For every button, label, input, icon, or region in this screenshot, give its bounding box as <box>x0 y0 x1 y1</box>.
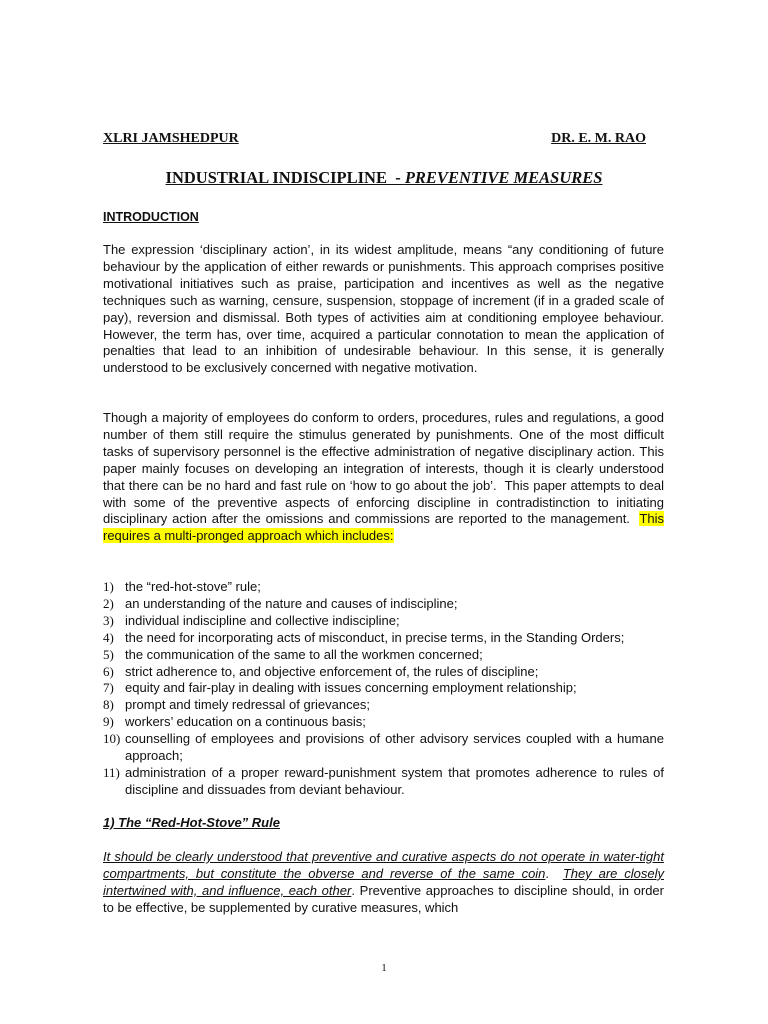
measures-list <box>103 579 664 799</box>
list-item <box>103 664 664 681</box>
document-header <box>103 131 646 147</box>
page-number: 1 <box>381 962 387 974</box>
list-item-text: prompt and timely redressal of grievances; <box>125 697 370 713</box>
list-item <box>103 647 664 664</box>
section-1-heading: 1) The “Red-Hot-Stove” Rule <box>103 815 280 830</box>
intro-heading: INTRODUCTION <box>103 210 199 224</box>
list-item-number: 8) <box>103 697 114 713</box>
paragraph-3-rest: . Preventive approaches to discipline should, in order to be effective, be supplemented by curative measures, which <box>103 882 664 915</box>
list-item-text: counselling of employees and provisions of other advisory services coupled with a humane approach; <box>125 731 664 764</box>
highlighted-text: This requires a multi-pronged approach which includes: <box>103 511 664 544</box>
list-item-text: the “red-hot-stove” rule; <box>125 579 261 594</box>
header-right: DR. E. M. RAO <box>551 131 646 146</box>
list-item-number: 7) <box>103 680 114 696</box>
list-item-text: equity and fair-play in dealing with issues concerning employment relationship; <box>125 680 577 696</box>
paragraph-1: The expression ‘disciplinary action’, in its widest amplitude, means “any conditioning of future behaviour by the application of either rewards or punishments. This approach comprises positive motivational initiatives such as praise, participation and incentives as well as the negative techniques such as warning, censure, suspension, stoppage of increment (if in a graded scale of pay), reversion and dismissal. Both types of activities aim at conditioning employee behaviour. However, the term has, over time, acquired a particular connotation to mean the application of penalties that lead to an inhibition of undesirable behaviour. In this sense, it is generally understood to be exclusively concerned with negative motivation. <box>103 242 664 376</box>
list-item <box>103 630 664 647</box>
document-title <box>0 168 768 188</box>
paragraph-2-text: Though a majority of employees do conform to orders, procedures, rules and regulations, a good number of them still require the stimulus generated by punishments. One of the most difficult tasks of supervisory personnel is the effective administration of negative disciplinary action. This paper mainly focuses on developing an integration of interests, though it is clearly understood that there can be no hard and fast rule on ‘how to go about the job’. This paper attempts to deal with some of the preventive aspects of enforcing discipline in contradistinction to initiating disciplinary action after the omissions and commissions are reported to the management. <box>103 410 668 527</box>
list-item <box>103 613 664 630</box>
list-item-number: 11) <box>103 764 120 780</box>
list-item-number: 2) <box>103 595 114 611</box>
list-item-number: 6) <box>103 663 114 679</box>
list-item <box>103 765 664 799</box>
list-item <box>103 731 664 765</box>
list-item-number: 3) <box>103 612 114 628</box>
paragraph-3-italic-2: They are closely intertwined with, and influence, each other <box>103 865 665 898</box>
list-item-text: the communication of the same to all the workmen concerned; <box>125 646 483 662</box>
list-item-text: workers’ education on a continuous basis; <box>125 714 366 730</box>
paragraph-3-sep: . <box>545 865 563 881</box>
list-item <box>103 579 664 596</box>
list-item-text: individual indiscipline and collective indiscipline; <box>125 612 400 628</box>
list-item-text: strict adherence to, and objective enforcement of, the rules of discipline; <box>125 663 539 679</box>
list-item <box>103 714 664 731</box>
paragraph-2 <box>103 410 668 545</box>
list-item-text: an understanding of the nature and causes of indiscipline; <box>125 595 458 611</box>
title-main: INDUSTRIAL INDISCIPLINE - <box>165 168 405 187</box>
list-item-number: 9) <box>103 714 114 730</box>
paragraph-3 <box>103 849 664 917</box>
list-item <box>103 596 664 613</box>
list-item <box>103 697 664 714</box>
list-item-number: 1) <box>103 579 114 594</box>
header-left: XLRI JAMSHEDPUR <box>103 131 239 146</box>
title-italic: PREVENTIVE MEASURES <box>404 168 603 187</box>
list-item-number: 5) <box>103 646 114 662</box>
list-item-text: administration of a proper reward-punishment system that promotes adherence to rules of discipline and dissuades from deviant behaviour. <box>125 764 664 797</box>
list-item-text: the need for incorporating acts of misconduct, in precise terms, in the Standing Orders; <box>125 629 625 645</box>
paragraph-3-italic-1: It should be clearly understood that preventive and curative aspects do not operate in water-tight compartments, but constitute the obverse and reverse of the same coin <box>103 849 664 881</box>
list-item-number: 4) <box>103 629 114 645</box>
list-item-number: 10) <box>103 731 121 747</box>
list-item <box>103 680 664 697</box>
